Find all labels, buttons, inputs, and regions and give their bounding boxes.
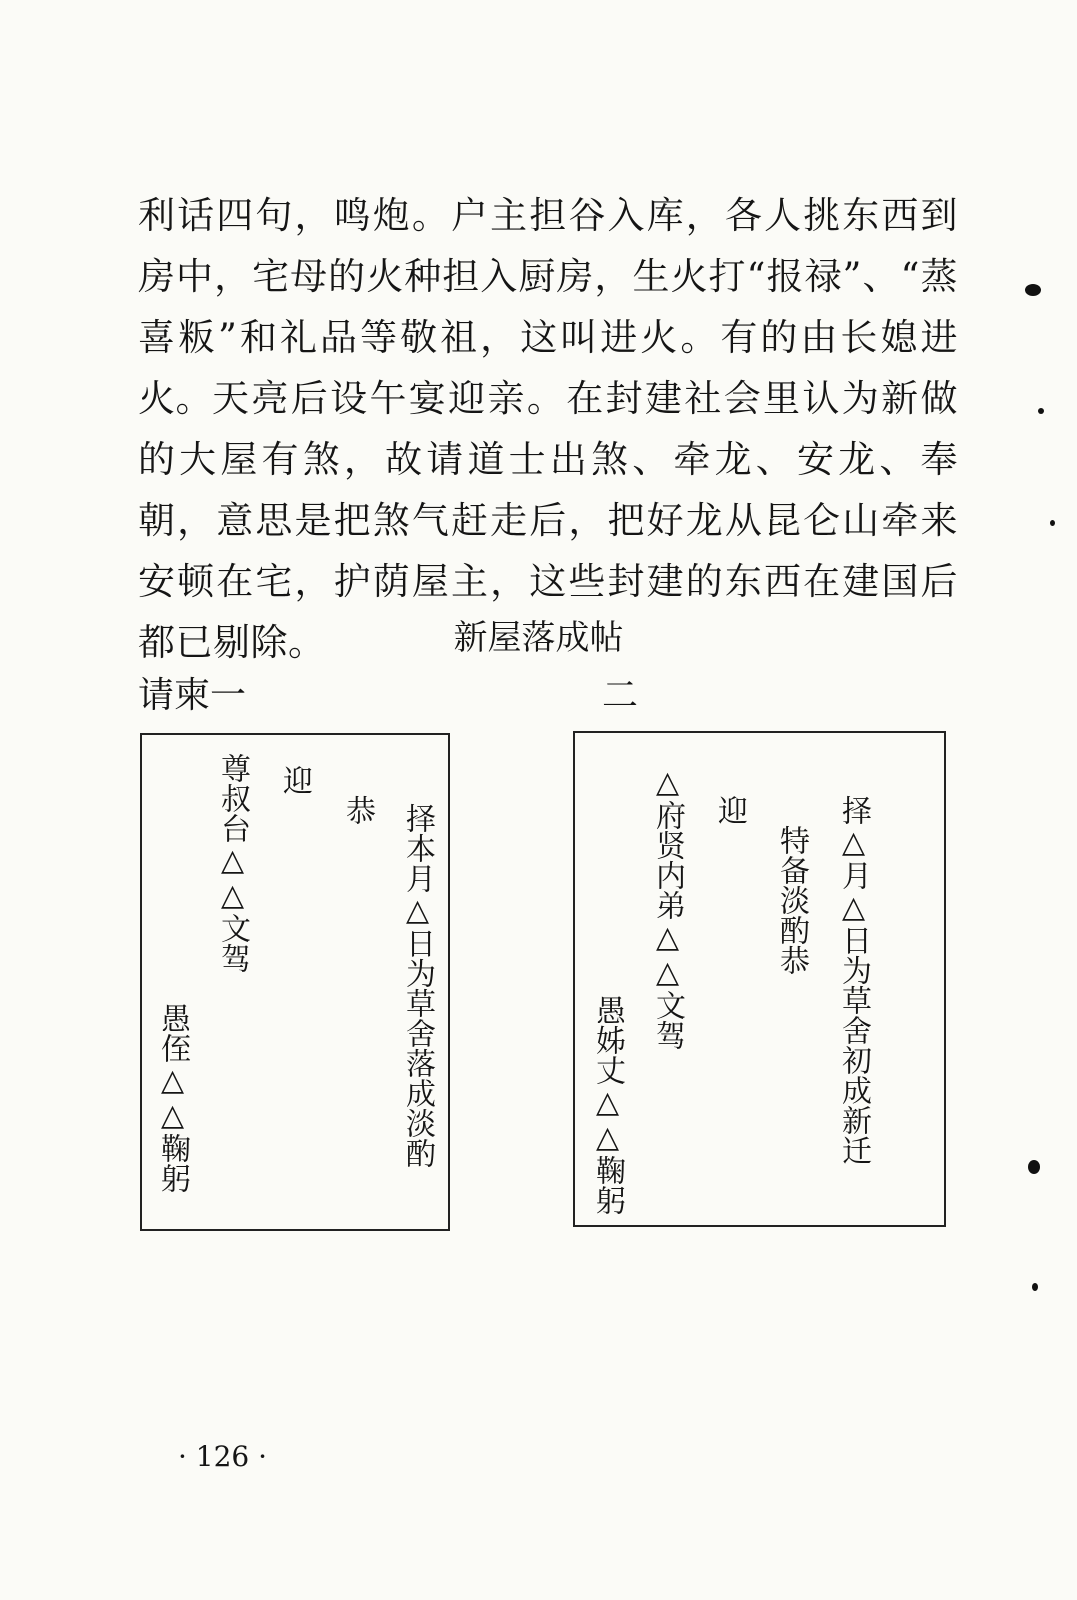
scan-speck	[1028, 1160, 1040, 1174]
card-column: 特备淡酌恭	[774, 825, 809, 975]
card-column: 择本月△日为草舍落成淡酌	[400, 803, 435, 1168]
card-column: 尊叔台△△文驾	[215, 753, 250, 973]
invitation-card	[573, 731, 946, 1227]
invitation-card	[140, 733, 450, 1231]
scan-speck	[1025, 284, 1041, 296]
card-column: 择△月△日为草舍初成新迁	[836, 795, 871, 1165]
card-label: 二	[602, 675, 639, 716]
scan-speck	[1032, 1283, 1038, 1291]
scan-speck	[1050, 520, 1055, 526]
card-column: 迎	[277, 765, 312, 795]
card-label: 请柬一	[138, 675, 247, 716]
page-number: · 126 ·	[178, 1440, 268, 1473]
card-column: 愚侄△△鞠躬	[155, 1003, 190, 1193]
card-column: 恭	[340, 795, 375, 825]
section-title: 新屋落成帖	[453, 618, 624, 658]
card-column: 迎	[712, 795, 747, 825]
scan-speck	[1038, 408, 1044, 414]
paragraph: 天亮后设午宴迎亲。在封建社会里认为新做的大屋有煞，故请道士出煞、牵龙、安龙、奉朝，意思是把煞气赶走后，把好龙从昆仑山牵来安顿在宅，护荫屋主，这些封建的东西在建国后都已剔除。	[138, 377, 958, 664]
card-column: 愚姊丈△△鞠躬	[590, 995, 625, 1215]
card-column: △府贤内弟△△文驾	[650, 765, 685, 1050]
paragraph: 利话四句，鸣炮。户主担谷入库，各人挑东西到房中，宅母的火种担入厨房，生火打“报禄”、“蒸喜粄”和礼品等敬祖，这叫进火。有的由长媳进火。	[138, 194, 958, 420]
